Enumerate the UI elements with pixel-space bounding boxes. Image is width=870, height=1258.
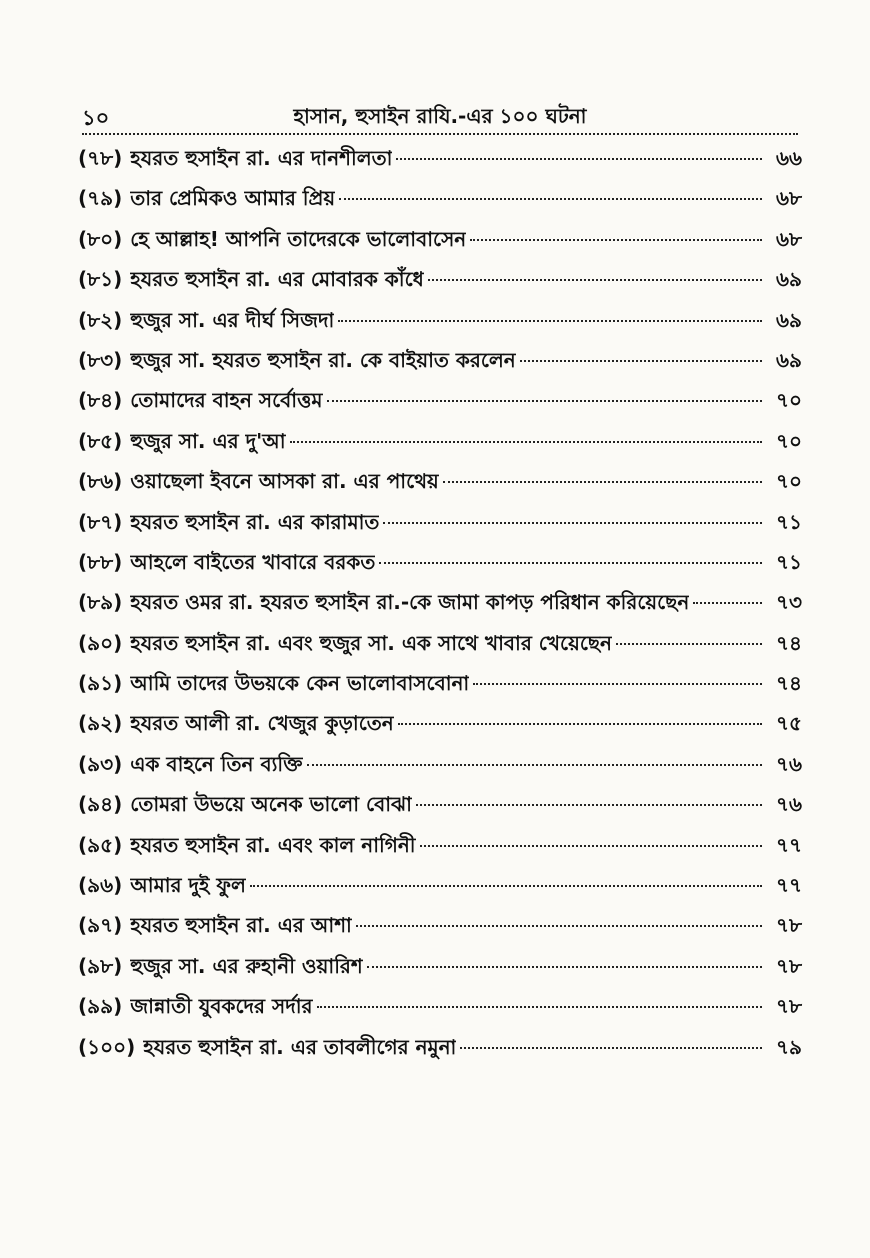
toc-row — [78, 709, 802, 749]
entry-page-number: ৭১ — [776, 549, 802, 574]
toc-row — [78, 911, 802, 951]
entry-title: হুজুর সা. এর দু'আ — [130, 428, 286, 453]
entry-page-number: ৭৬ — [775, 751, 802, 776]
dot-leader — [290, 441, 762, 443]
dot-leader — [383, 522, 762, 524]
entry-title: হুজুর সা. হযরত হুসাইন রা. কে বাইয়াত করলেন — [130, 347, 516, 372]
toc-row — [78, 831, 802, 871]
entry-page-number: ৭৭ — [775, 832, 802, 857]
table-of-contents — [78, 144, 802, 1073]
entry-page-number: ৭০ — [775, 388, 802, 413]
entry-page-number: ৬৯ — [776, 307, 802, 332]
toc-row — [78, 184, 802, 224]
page-header — [82, 100, 798, 134]
dot-leader — [443, 481, 762, 483]
entry-page-number: ৭৪ — [776, 630, 802, 655]
entry-page-number: ৬৯ — [776, 347, 802, 372]
entry-title: হযরত হুসাইন রা. এর মোবারক কাঁধে — [130, 267, 424, 292]
header-dotted-rule — [82, 133, 798, 135]
entry-number: (১০০) — [78, 1034, 136, 1059]
entry-title: হুজুর সা. এর রুহানী ওয়ারিশ — [130, 953, 363, 978]
dot-leader — [398, 723, 762, 725]
dot-leader — [520, 360, 762, 362]
entry-number: (৮৭) — [78, 509, 123, 534]
entry-title: হযরত হুসাইন রা. এর আশা — [130, 913, 352, 938]
entry-title: তার প্রেমিকও আমার প্রিয় — [130, 186, 336, 211]
entry-title: হযরত হুসাইন রা. এবং কাল নাগিনী — [130, 832, 416, 857]
entry-title: হযরত আলী রা. খেজুর কুড়াতেন — [130, 711, 394, 736]
entry-page-number: ৬৮ — [776, 226, 802, 251]
entry-number: (৯৯) — [78, 994, 123, 1019]
entry-title: হুজুর সা. এর দীর্ঘ সিজদা — [130, 307, 335, 332]
toc-row — [78, 265, 802, 305]
entry-page-number: ৭০ — [775, 428, 802, 453]
toc-row — [78, 427, 802, 467]
toc-row — [78, 750, 802, 790]
entry-number: (৮৮) — [78, 549, 123, 574]
entry-number: (৮২) — [78, 307, 123, 332]
dot-leader — [307, 764, 762, 766]
entry-number: (৮৪) — [78, 388, 123, 413]
entry-title: আহলে বাইতের খাবারে বরকত — [130, 549, 376, 574]
entry-number: (৮৫) — [78, 428, 123, 453]
running-title: হাসান, হুসাইন রাযি.-এর ১০০ ঘটনা — [293, 104, 587, 128]
entry-page-number: ৬৬ — [775, 146, 802, 170]
entry-number: (৯৪) — [78, 792, 123, 817]
dot-leader — [470, 239, 762, 241]
toc-row — [78, 669, 802, 709]
entry-title: আমি তাদের উভয়কে কেন ভালোবাসবোনা — [130, 671, 470, 696]
dot-leader — [428, 279, 762, 281]
dot-leader — [379, 562, 762, 564]
dot-leader — [367, 966, 762, 968]
dot-leader — [317, 1006, 762, 1008]
toc-row — [78, 467, 802, 507]
entry-page-number: ৭৭ — [775, 873, 802, 898]
entry-number: (৯১) — [78, 671, 123, 696]
toc-row — [78, 871, 802, 911]
entry-number: (৮০) — [78, 226, 123, 251]
entry-title: তোমাদের বাহন সর্বোত্তম — [130, 388, 323, 413]
dot-leader — [396, 158, 762, 160]
dot-leader — [356, 925, 762, 927]
entry-page-number: ৭৮ — [776, 994, 802, 1019]
dot-leader — [616, 643, 762, 645]
entry-page-number: ৭৬ — [775, 792, 802, 817]
toc-row — [78, 588, 802, 628]
entry-page-number: ৭৩ — [775, 590, 802, 615]
dot-leader — [693, 602, 762, 604]
entry-page-number: ৭৮ — [776, 913, 802, 938]
entry-title: হযরত ওমর রা. হযরত হুসাইন রা.-কে জামা কাপড় পরিধান করিয়েছেন — [130, 590, 690, 615]
entry-page-number: ৬৮ — [776, 186, 802, 211]
dot-leader — [460, 1047, 762, 1049]
dot-leader — [250, 885, 762, 887]
toc-row — [78, 346, 802, 386]
entry-page-number: ৬৯ — [776, 267, 802, 292]
entry-number: (৯৭) — [78, 913, 123, 938]
entry-title: হযরত হুসাইন রা. এর দানশীলতা — [130, 146, 393, 170]
toc-row — [78, 508, 802, 548]
entry-page-number: ৭১ — [776, 509, 802, 534]
entry-page-number: ৭৮ — [776, 953, 802, 978]
entry-page-number: ৭৫ — [776, 711, 802, 736]
entry-title: তোমরা উভয়ে অনেক ভালো বোঝা — [130, 792, 412, 817]
entry-number: (৭৮) — [78, 146, 123, 170]
entry-number: (৯২) — [78, 711, 123, 736]
dot-leader — [338, 320, 762, 322]
entry-number: (৯৩) — [78, 751, 123, 776]
toc-row — [78, 790, 802, 830]
dot-leader — [416, 804, 762, 806]
entry-page-number: ৭৯ — [776, 1034, 802, 1059]
toc-row — [78, 386, 802, 426]
entry-number: (৮৬) — [78, 469, 123, 494]
entry-title: জান্নাতী যুবকদের সর্দার — [130, 994, 313, 1019]
entry-number: (৮৩) — [78, 347, 123, 372]
entry-title: হযরত হুসাইন রা. এর তাবলীগের নমুনা — [143, 1034, 457, 1059]
entry-number: (৮৯) — [78, 590, 123, 615]
entry-title: হে আল্লাহ! আপনি তাদেরকে ভালোবাসেন — [130, 226, 467, 251]
entry-title: হযরত হুসাইন রা. এর কারামাত — [130, 509, 380, 534]
entry-number: (৮১) — [78, 267, 123, 292]
page-number: ১০ — [82, 106, 110, 130]
toc-row — [78, 225, 802, 265]
entry-number: (৯৫) — [78, 832, 123, 857]
dot-leader — [420, 845, 763, 847]
toc-row — [78, 548, 802, 588]
toc-row — [78, 629, 802, 669]
dot-leader — [327, 400, 762, 402]
entry-title: হযরত হুসাইন রা. এবং হুজুর সা. এক সাথে খাবার খেয়েছেন — [130, 630, 612, 655]
entry-number: (৯০) — [78, 630, 123, 655]
entry-title: ওয়াছেলা ইবনে আসকা রা. এর পাথেয় — [130, 469, 439, 494]
toc-row — [78, 306, 802, 346]
dot-leader — [339, 198, 762, 200]
entry-number: (৭৯) — [78, 186, 123, 211]
entry-number: (৯৬) — [78, 873, 123, 898]
entry-title: এক বাহনে তিন ব্যক্তি — [130, 751, 303, 776]
entry-title: আমার দুই ফুল — [130, 873, 246, 898]
entry-page-number: ৭০ — [775, 469, 802, 494]
toc-row — [78, 1033, 802, 1073]
dot-leader — [473, 683, 762, 685]
entry-number: (৯৮) — [78, 953, 123, 978]
toc-row — [78, 144, 802, 184]
toc-row — [78, 992, 802, 1032]
entry-page-number: ৭৪ — [776, 671, 802, 696]
toc-row — [78, 952, 802, 992]
